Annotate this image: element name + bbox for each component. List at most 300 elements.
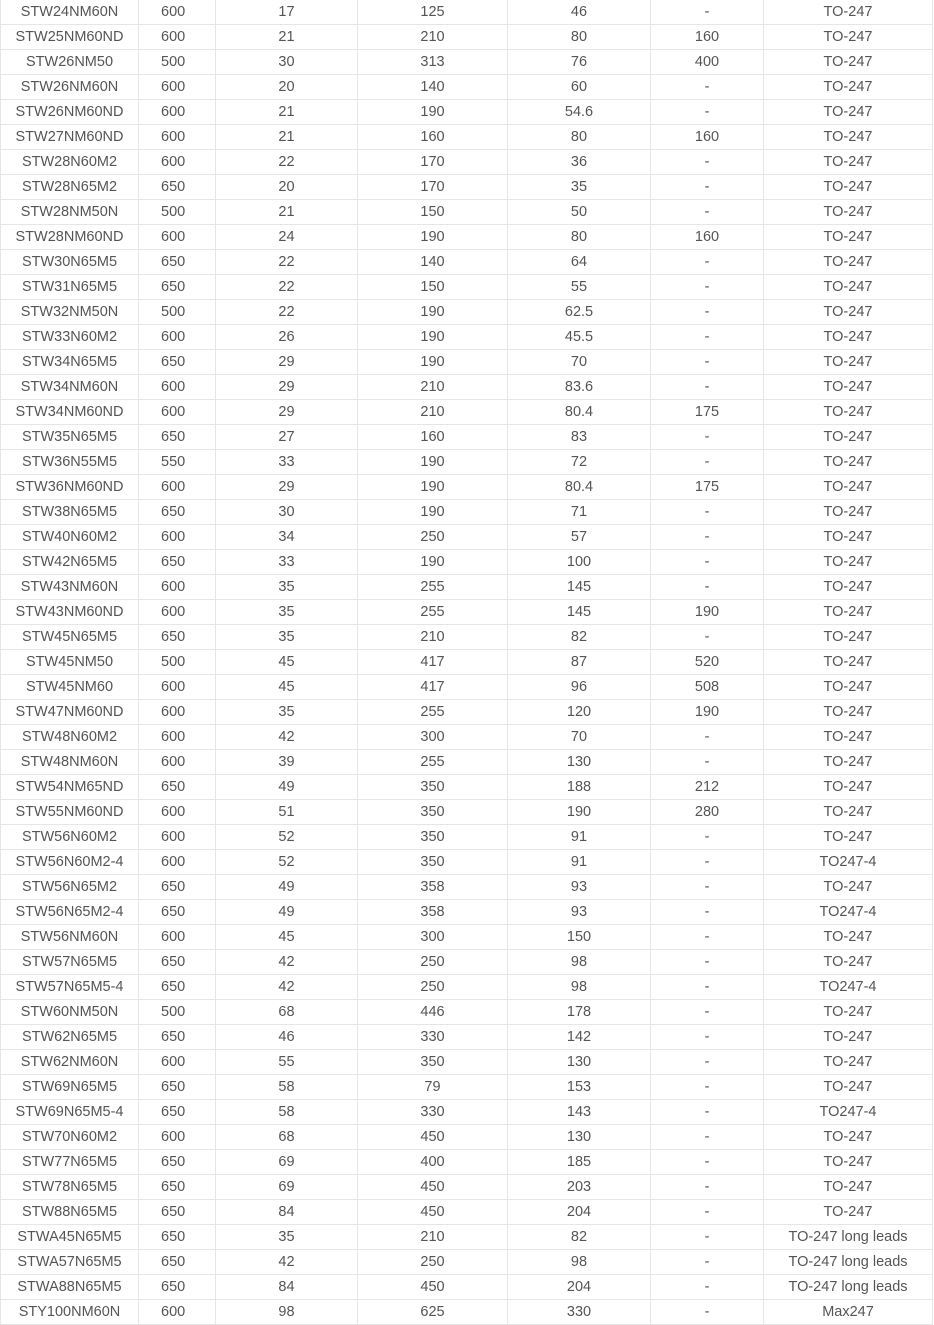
cell-current: 55 [216, 1050, 358, 1075]
cell-voltage: 600 [139, 100, 216, 125]
table-row [1, 1125, 933, 1150]
cell-power: 160 [358, 125, 508, 150]
cell-voltage: 650 [139, 1075, 216, 1100]
cell-current: 49 [216, 900, 358, 925]
cell-current: 49 [216, 775, 358, 800]
table-row [1, 1200, 933, 1225]
cell-voltage: 650 [139, 1225, 216, 1250]
cell-package: TO-247 [764, 775, 933, 800]
cell-part-number: STWA88N65M5 [1, 1275, 139, 1300]
cell-package: TO-247 [764, 225, 933, 250]
cell-part-number: STW34N65M5 [1, 350, 139, 375]
cell-rds-on: 91 [508, 850, 651, 875]
table-row [1, 1075, 933, 1100]
cell-part-number: STW69N65M5-4 [1, 1100, 139, 1125]
cell-voltage: 600 [139, 75, 216, 100]
cell-trr: - [651, 875, 764, 900]
table-row [1, 775, 933, 800]
cell-rds-on: 142 [508, 1025, 651, 1050]
table-row [1, 275, 933, 300]
cell-voltage: 650 [139, 775, 216, 800]
table-row [1, 675, 933, 700]
cell-power: 330 [358, 1025, 508, 1050]
cell-current: 52 [216, 825, 358, 850]
cell-voltage: 650 [139, 975, 216, 1000]
cell-part-number: STW26NM60N [1, 75, 139, 100]
cell-part-number: STW24NM60N [1, 0, 139, 25]
cell-voltage: 600 [139, 125, 216, 150]
cell-current: 42 [216, 975, 358, 1000]
cell-rds-on: 98 [508, 1250, 651, 1275]
cell-voltage: 600 [139, 225, 216, 250]
cell-part-number: STW56N60M2-4 [1, 850, 139, 875]
cell-current: 39 [216, 750, 358, 775]
cell-part-number: STW42N65M5 [1, 550, 139, 575]
cell-current: 84 [216, 1275, 358, 1300]
cell-current: 42 [216, 725, 358, 750]
cell-package: TO247-4 [764, 900, 933, 925]
cell-current: 46 [216, 1025, 358, 1050]
cell-part-number: STW69N65M5 [1, 1075, 139, 1100]
cell-trr: 212 [651, 775, 764, 800]
table-row [1, 850, 933, 875]
cell-current: 84 [216, 1200, 358, 1225]
cell-trr: - [651, 175, 764, 200]
cell-power: 417 [358, 650, 508, 675]
table-row [1, 325, 933, 350]
cell-part-number: STW54NM65ND [1, 775, 139, 800]
table-row [1, 75, 933, 100]
table-row [1, 125, 933, 150]
cell-package: TO-247 [764, 1175, 933, 1200]
cell-trr: - [651, 1225, 764, 1250]
cell-trr: 520 [651, 650, 764, 675]
cell-part-number: STW28N65M2 [1, 175, 139, 200]
cell-voltage: 650 [139, 1250, 216, 1275]
cell-rds-on: 82 [508, 625, 651, 650]
cell-part-number: STW25NM60ND [1, 25, 139, 50]
cell-trr: 508 [651, 675, 764, 700]
cell-package: TO-247 [764, 425, 933, 450]
cell-trr: - [651, 1150, 764, 1175]
cell-current: 17 [216, 0, 358, 25]
cell-trr: - [651, 250, 764, 275]
cell-power: 140 [358, 75, 508, 100]
cell-package: TO-247 [764, 1150, 933, 1175]
cell-package: TO-247 [764, 1200, 933, 1225]
cell-power: 300 [358, 925, 508, 950]
cell-rds-on: 153 [508, 1075, 651, 1100]
table-row [1, 525, 933, 550]
table-row [1, 150, 933, 175]
cell-rds-on: 70 [508, 350, 651, 375]
cell-voltage: 500 [139, 300, 216, 325]
cell-package: TO247-4 [764, 850, 933, 875]
cell-trr: - [651, 1200, 764, 1225]
cell-rds-on: 35 [508, 175, 651, 200]
cell-current: 20 [216, 175, 358, 200]
cell-trr: 190 [651, 600, 764, 625]
cell-part-number: STW43NM60N [1, 575, 139, 600]
table-row [1, 1100, 933, 1125]
cell-voltage: 650 [139, 950, 216, 975]
cell-rds-on: 83 [508, 425, 651, 450]
cell-voltage: 650 [139, 1150, 216, 1175]
cell-part-number: STW57N65M5-4 [1, 975, 139, 1000]
cell-package: TO-247 [764, 275, 933, 300]
cell-current: 21 [216, 25, 358, 50]
cell-power: 190 [358, 450, 508, 475]
cell-part-number: STWA57N65M5 [1, 1250, 139, 1275]
cell-voltage: 600 [139, 0, 216, 25]
cell-voltage: 600 [139, 1125, 216, 1150]
cell-voltage: 600 [139, 800, 216, 825]
cell-package: TO-247 [764, 675, 933, 700]
cell-voltage: 650 [139, 625, 216, 650]
cell-voltage: 650 [139, 500, 216, 525]
cell-voltage: 650 [139, 175, 216, 200]
cell-rds-on: 143 [508, 1100, 651, 1125]
table-row [1, 975, 933, 1000]
cell-power: 150 [358, 275, 508, 300]
table-row [1, 350, 933, 375]
cell-part-number: STW28N60M2 [1, 150, 139, 175]
cell-current: 45 [216, 925, 358, 950]
cell-package: TO247-4 [764, 1100, 933, 1125]
cell-trr: - [651, 0, 764, 25]
cell-rds-on: 185 [508, 1150, 651, 1175]
cell-rds-on: 96 [508, 675, 651, 700]
cell-rds-on: 330 [508, 1300, 651, 1325]
cell-package: TO-247 [764, 100, 933, 125]
table-row [1, 100, 933, 125]
cell-trr: - [651, 1000, 764, 1025]
cell-current: 22 [216, 300, 358, 325]
cell-rds-on: 57 [508, 525, 651, 550]
cell-current: 51 [216, 800, 358, 825]
cell-power: 255 [358, 575, 508, 600]
cell-current: 20 [216, 75, 358, 100]
cell-power: 210 [358, 625, 508, 650]
cell-trr: - [651, 325, 764, 350]
product-table-body [1, 0, 933, 1325]
cell-voltage: 600 [139, 575, 216, 600]
cell-rds-on: 80.4 [508, 475, 651, 500]
cell-trr: - [651, 1175, 764, 1200]
cell-power: 190 [358, 325, 508, 350]
cell-power: 79 [358, 1075, 508, 1100]
cell-power: 190 [358, 475, 508, 500]
cell-voltage: 600 [139, 850, 216, 875]
cell-part-number: STW70N60M2 [1, 1125, 139, 1150]
cell-current: 35 [216, 625, 358, 650]
cell-package: TO-247 [764, 550, 933, 575]
cell-trr: - [651, 1075, 764, 1100]
cell-rds-on: 98 [508, 950, 651, 975]
cell-current: 21 [216, 125, 358, 150]
cell-rds-on: 72 [508, 450, 651, 475]
table-row [1, 650, 933, 675]
cell-power: 250 [358, 975, 508, 1000]
cell-power: 450 [358, 1175, 508, 1200]
cell-current: 58 [216, 1075, 358, 1100]
cell-power: 350 [358, 800, 508, 825]
cell-current: 35 [216, 1225, 358, 1250]
cell-current: 33 [216, 450, 358, 475]
cell-rds-on: 54.6 [508, 100, 651, 125]
cell-power: 313 [358, 50, 508, 75]
cell-voltage: 600 [139, 925, 216, 950]
cell-power: 446 [358, 1000, 508, 1025]
cell-voltage: 550 [139, 450, 216, 475]
cell-power: 400 [358, 1150, 508, 1175]
cell-trr: - [651, 925, 764, 950]
cell-package: TO-247 [764, 150, 933, 175]
cell-rds-on: 76 [508, 50, 651, 75]
cell-power: 190 [358, 550, 508, 575]
cell-current: 26 [216, 325, 358, 350]
cell-current: 22 [216, 275, 358, 300]
cell-current: 68 [216, 1000, 358, 1025]
cell-rds-on: 36 [508, 150, 651, 175]
cell-package: TO-247 long leads [764, 1250, 933, 1275]
cell-part-number: STW32NM50N [1, 300, 139, 325]
cell-power: 250 [358, 1250, 508, 1275]
cell-rds-on: 55 [508, 275, 651, 300]
cell-part-number: STW35N65M5 [1, 425, 139, 450]
cell-trr: - [651, 500, 764, 525]
cell-part-number: STW26NM50 [1, 50, 139, 75]
table-row [1, 450, 933, 475]
cell-package: TO-247 [764, 300, 933, 325]
cell-power: 190 [358, 100, 508, 125]
cell-part-number: STW45NM50 [1, 650, 139, 675]
cell-voltage: 600 [139, 150, 216, 175]
cell-power: 250 [358, 950, 508, 975]
cell-rds-on: 80 [508, 25, 651, 50]
cell-part-number: STW34NM60ND [1, 400, 139, 425]
cell-package: TO-247 [764, 1050, 933, 1075]
table-row [1, 0, 933, 25]
table-row [1, 1150, 933, 1175]
cell-package: TO-247 [764, 500, 933, 525]
cell-part-number: STW30N65M5 [1, 250, 139, 275]
cell-part-number: STW45NM60 [1, 675, 139, 700]
cell-voltage: 500 [139, 200, 216, 225]
cell-current: 35 [216, 700, 358, 725]
cell-voltage: 600 [139, 325, 216, 350]
cell-current: 24 [216, 225, 358, 250]
table-row [1, 300, 933, 325]
table-row [1, 50, 933, 75]
table-row [1, 625, 933, 650]
table-row [1, 725, 933, 750]
cell-current: 42 [216, 1250, 358, 1275]
cell-trr: 190 [651, 700, 764, 725]
cell-part-number: STW62N65M5 [1, 1025, 139, 1050]
table-row [1, 200, 933, 225]
cell-part-number: STW26NM60ND [1, 100, 139, 125]
cell-current: 29 [216, 400, 358, 425]
cell-current: 30 [216, 50, 358, 75]
cell-trr: - [651, 1100, 764, 1125]
cell-voltage: 600 [139, 25, 216, 50]
cell-trr: - [651, 375, 764, 400]
cell-package: TO-247 [764, 625, 933, 650]
cell-power: 170 [358, 175, 508, 200]
cell-package: TO-247 [764, 0, 933, 25]
cell-power: 450 [358, 1125, 508, 1150]
cell-package: TO-247 [764, 825, 933, 850]
cell-part-number: STW62NM60N [1, 1050, 139, 1075]
cell-trr: - [651, 100, 764, 125]
table-row [1, 1225, 933, 1250]
cell-current: 49 [216, 875, 358, 900]
cell-power: 210 [358, 25, 508, 50]
cell-voltage: 650 [139, 1175, 216, 1200]
cell-rds-on: 62.5 [508, 300, 651, 325]
cell-package: TO-247 [764, 575, 933, 600]
cell-current: 21 [216, 100, 358, 125]
cell-power: 350 [358, 825, 508, 850]
cell-package: TO-247 [764, 325, 933, 350]
table-row [1, 1050, 933, 1075]
cell-package: TO-247 [764, 925, 933, 950]
cell-part-number: STWA45N65M5 [1, 1225, 139, 1250]
cell-rds-on: 98 [508, 975, 651, 1000]
cell-package: TO-247 [764, 125, 933, 150]
cell-current: 29 [216, 350, 358, 375]
cell-rds-on: 203 [508, 1175, 651, 1200]
cell-voltage: 600 [139, 400, 216, 425]
cell-package: TO-247 long leads [764, 1225, 933, 1250]
cell-trr: - [651, 575, 764, 600]
cell-trr: 175 [651, 400, 764, 425]
cell-package: TO-247 [764, 750, 933, 775]
cell-package: TO-247 [764, 800, 933, 825]
cell-part-number: STW55NM60ND [1, 800, 139, 825]
cell-trr: - [651, 825, 764, 850]
table-row [1, 925, 933, 950]
cell-current: 22 [216, 250, 358, 275]
cell-rds-on: 82 [508, 1225, 651, 1250]
cell-power: 190 [358, 300, 508, 325]
cell-package: TO-247 [764, 475, 933, 500]
cell-voltage: 650 [139, 1100, 216, 1125]
cell-voltage: 600 [139, 1050, 216, 1075]
cell-package: TO-247 [764, 725, 933, 750]
cell-trr: - [651, 725, 764, 750]
cell-package: TO-247 [764, 350, 933, 375]
cell-voltage: 600 [139, 700, 216, 725]
table-row [1, 950, 933, 975]
cell-package: Max247 [764, 1300, 933, 1325]
cell-rds-on: 80 [508, 225, 651, 250]
table-row [1, 750, 933, 775]
cell-trr: - [651, 150, 764, 175]
cell-voltage: 600 [139, 475, 216, 500]
cell-part-number: STW60NM50N [1, 1000, 139, 1025]
cell-current: 58 [216, 1100, 358, 1125]
cell-package: TO-247 [764, 1125, 933, 1150]
cell-power: 125 [358, 0, 508, 25]
cell-rds-on: 120 [508, 700, 651, 725]
cell-part-number: STW78N65M5 [1, 1175, 139, 1200]
cell-trr: - [651, 75, 764, 100]
cell-trr: - [651, 900, 764, 925]
cell-power: 330 [358, 1100, 508, 1125]
cell-power: 210 [358, 400, 508, 425]
table-row [1, 475, 933, 500]
cell-rds-on: 70 [508, 725, 651, 750]
table-row [1, 250, 933, 275]
cell-voltage: 500 [139, 1000, 216, 1025]
cell-rds-on: 64 [508, 250, 651, 275]
cell-rds-on: 80.4 [508, 400, 651, 425]
cell-voltage: 650 [139, 425, 216, 450]
cell-package: TO-247 [764, 950, 933, 975]
cell-trr: - [651, 625, 764, 650]
cell-part-number: STW43NM60ND [1, 600, 139, 625]
cell-rds-on: 190 [508, 800, 651, 825]
table-row [1, 600, 933, 625]
cell-rds-on: 46 [508, 0, 651, 25]
cell-trr: 175 [651, 475, 764, 500]
cell-voltage: 600 [139, 750, 216, 775]
table-row [1, 550, 933, 575]
cell-part-number: STW47NM60ND [1, 700, 139, 725]
cell-current: 21 [216, 200, 358, 225]
cell-rds-on: 178 [508, 1000, 651, 1025]
cell-rds-on: 150 [508, 925, 651, 950]
cell-trr: 280 [651, 800, 764, 825]
cell-trr: - [651, 750, 764, 775]
cell-power: 450 [358, 1275, 508, 1300]
cell-power: 450 [358, 1200, 508, 1225]
cell-package: TO-247 [764, 650, 933, 675]
cell-trr: - [651, 550, 764, 575]
cell-trr: - [651, 350, 764, 375]
cell-trr: - [651, 850, 764, 875]
cell-rds-on: 87 [508, 650, 651, 675]
table-row [1, 1000, 933, 1025]
cell-power: 300 [358, 725, 508, 750]
cell-power: 350 [358, 850, 508, 875]
cell-part-number: STW56NM60N [1, 925, 139, 950]
cell-package: TO-247 [764, 1025, 933, 1050]
cell-current: 98 [216, 1300, 358, 1325]
cell-rds-on: 91 [508, 825, 651, 850]
cell-part-number: STW27NM60ND [1, 125, 139, 150]
cell-trr: - [651, 525, 764, 550]
cell-power: 190 [358, 225, 508, 250]
cell-part-number: STW56N65M2-4 [1, 900, 139, 925]
cell-package: TO-247 [764, 200, 933, 225]
cell-trr: 160 [651, 225, 764, 250]
cell-voltage: 600 [139, 1300, 216, 1325]
cell-power: 160 [358, 425, 508, 450]
cell-voltage: 650 [139, 875, 216, 900]
cell-current: 52 [216, 850, 358, 875]
cell-part-number: STY100NM60N [1, 1300, 139, 1325]
cell-part-number: STW38N65M5 [1, 500, 139, 525]
cell-trr: - [651, 200, 764, 225]
cell-current: 35 [216, 575, 358, 600]
table-row [1, 825, 933, 850]
cell-package: TO-247 [764, 875, 933, 900]
cell-part-number: STW40N60M2 [1, 525, 139, 550]
table-row [1, 900, 933, 925]
